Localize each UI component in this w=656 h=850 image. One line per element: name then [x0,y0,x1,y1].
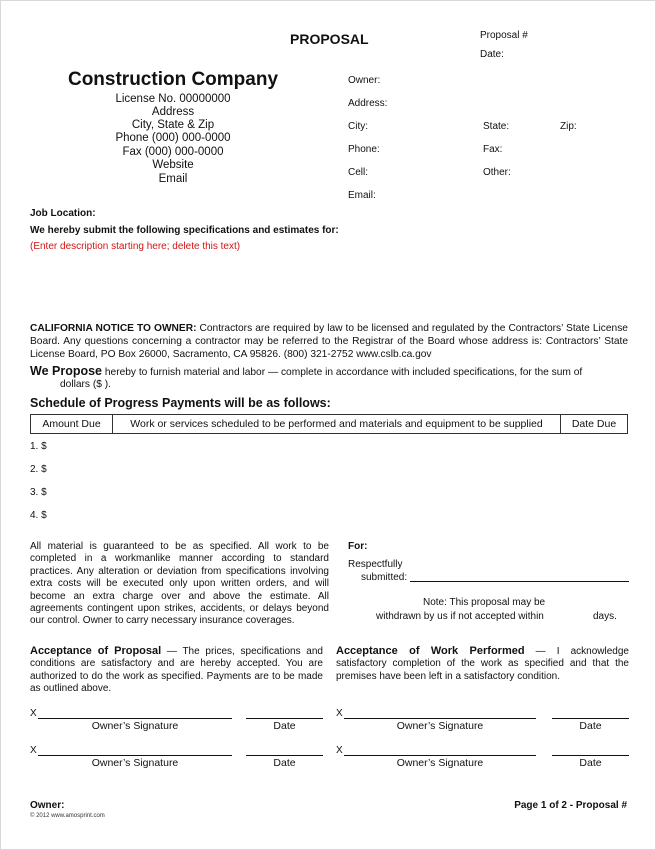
owner-address-label: Address: [348,98,388,109]
date-signature-line[interactable] [552,718,629,719]
company-email: Email [158,173,188,185]
payment-row[interactable]: 4. $ [30,510,47,521]
footer-owner-label: Owner: [30,800,65,811]
date-signature-line[interactable] [246,755,323,756]
column-work-services: Work or services scheduled to be performed and materials and equipment to be supplied [113,415,561,434]
date-caption: Date [273,720,296,732]
date-caption: Date [579,720,602,732]
date-caption: Date [273,757,296,769]
proposal-number-label: Proposal # [480,30,528,41]
withdraw-note: Note: This proposal may be [423,597,546,608]
california-notice [30,322,628,361]
schedule-heading: Schedule of Progress Payments will be as follows: [30,396,331,410]
company-website: Website [152,159,194,171]
propose-text: hereby to furnish material and labor — complete in accordance with included specifications, for the sum of [104,367,583,378]
owner-signature-line[interactable] [344,755,536,756]
owner-signature-caption: Owner’s Signature [396,720,484,732]
date-caption: Date [579,757,602,769]
notice-text: Contractors are required by law to be licensed and regulated by the Contractors’ State License Board. Any questions concerning a contractor may be referred to the Registrar of the Board whose address is: Contractors’ State License Board, PO Box 26000, Sacramento, CA 95826. (800) 321-2752 www.cslb.ca.gov [30,323,628,360]
owner-signature-caption: Owner’s Signature [396,757,484,769]
owner-other-label: Other: [483,167,511,178]
owner-zip-label: Zip: [560,121,577,132]
footer-page-number: Page 1 of 2 - Proposal # [514,800,627,811]
acceptance-work-lead: Acceptance of Work Performed [336,645,525,657]
propose-lead: We Propose [30,364,103,378]
signature-x-mark: X [336,708,343,719]
date-label: Date: [480,49,504,60]
owner-signature-line[interactable] [38,718,232,719]
footer-copyright: © 2012 www.amosprint.com [30,813,105,819]
respectfully-label: Respectfully [348,559,403,570]
page-title: PROPOSAL [290,31,369,47]
signature-x-mark: X [336,745,343,756]
submitted-label: submitted: [361,572,408,583]
propose-paragraph [30,365,628,379]
acceptance-proposal-text: — The prices, specifications and conditions are satisfactory and are hereby accepted. You are authorized to do the work as specified. Payments are to be made as outlined above. [30,646,323,694]
job-location-label: Job Location: [30,208,96,219]
company-fax: Fax (000) 000-0000 [122,146,224,158]
signature-x-mark: X [30,745,37,756]
owner-state-label: State: [483,121,510,132]
company-name: Construction Company [67,69,279,90]
acceptance-of-work [336,645,629,683]
owner-field-label: Owner: [348,75,381,86]
propose-dollars: dollars ($ ). [60,379,111,390]
owner-signature-caption: Owner’s Signature [91,720,179,732]
payment-row[interactable]: 1. $ [30,441,47,452]
withdraw-days-label: days. [593,611,617,622]
owner-cell-label: Cell: [348,167,369,178]
owner-signature-line[interactable] [38,755,232,756]
acceptance-of-proposal [30,645,323,695]
payment-row[interactable]: 2. $ [30,464,47,475]
company-city-state-zip: City, State & Zip [131,119,215,131]
owner-fax-label: Fax: [483,144,503,155]
schedule-table [30,414,628,434]
payment-row[interactable]: 3. $ [30,487,47,498]
date-signature-line[interactable] [246,718,323,719]
withdraw-note-days-text: withdrawn by us if not accepted within [376,611,544,622]
column-amount-due: Amount Due [31,415,113,434]
company-phone: Phone (000) 000-0000 [115,132,231,144]
notice-label: CALIFORNIA NOTICE TO OWNER: [30,323,197,334]
submitted-signature-line[interactable] [410,581,629,582]
company-license: License No. 00000000 [115,93,231,105]
owner-email-label: Email: [348,190,376,201]
acceptance-work-text: — I acknowledge satisfactory completion of the work as specified and that the premises have been left in a satisfactory condition. [336,646,629,682]
description-instruction[interactable]: (Enter description starting here; delete this text) [30,241,241,252]
owner-phone-label: Phone: [348,144,380,155]
acceptance-proposal-lead: Acceptance of Proposal [30,645,162,657]
for-label: For: [348,541,368,552]
company-address: Address [151,106,195,118]
column-date-due: Date Due [561,415,628,434]
signature-x-mark: X [30,708,37,719]
owner-signature-line[interactable] [344,718,536,719]
owner-city-label: City: [348,121,368,132]
date-signature-line[interactable] [552,755,629,756]
owner-signature-caption: Owner’s Signature [91,757,179,769]
submit-statement: We hereby submit the following specifications and estimates for: [30,225,339,236]
guarantee-paragraph: All material is guaranteed to be as specified. All work to be completed in a workmanlike manner according to standard practices. Any alteration or deviation from specifications involving extra costs will be executed only upon written orders, and will become an extra charge over and above the estimate. All agreements contingent upon strikes, accidents, or delays beyond our control. Owner to carry necessary insurance coverages. [30,541,329,627]
